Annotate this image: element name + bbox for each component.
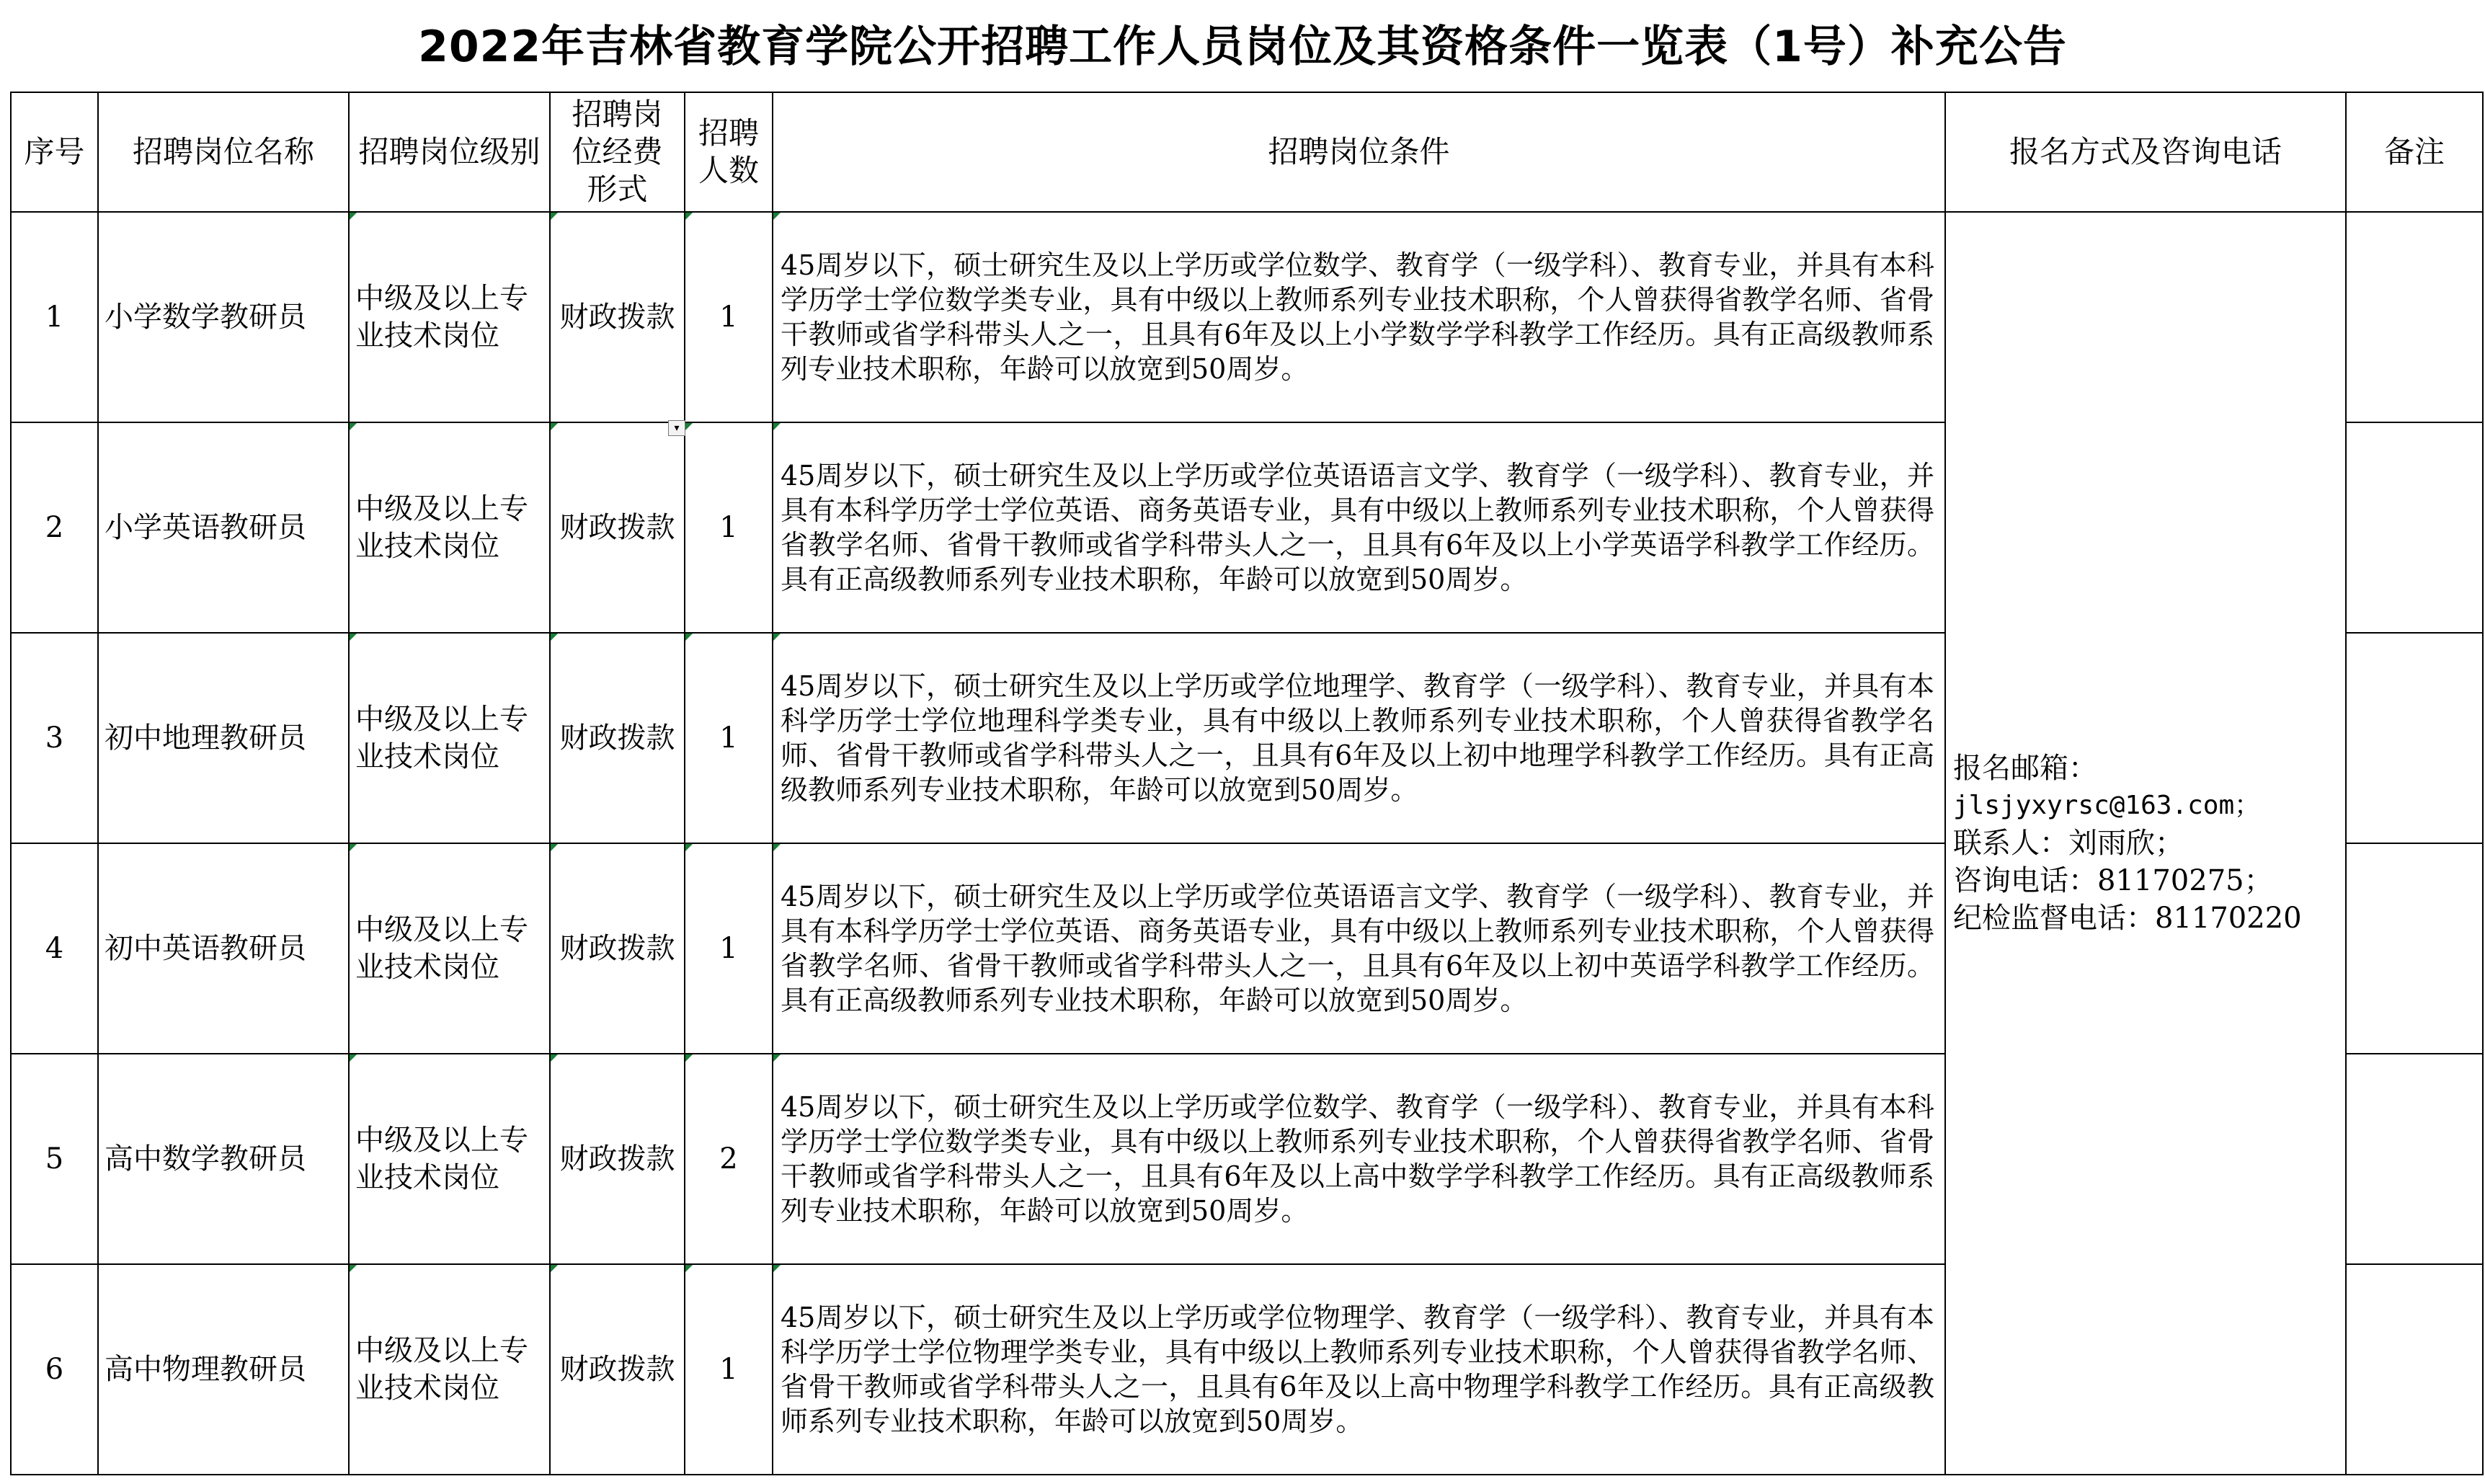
cell-marker [551, 1265, 558, 1272]
cell-marker [685, 1265, 693, 1272]
level-line: 中级及以上专 [355, 1334, 528, 1367]
cell-position-level[interactable] [349, 212, 550, 422]
cell-funding[interactable] [550, 212, 685, 434]
cell-marker [551, 844, 558, 851]
cell-marker [685, 213, 693, 220]
level-line: 业技术岗位 [355, 530, 499, 563]
cell-conditions [773, 422, 1945, 633]
cell-position-level [349, 633, 550, 843]
cell-funding [550, 633, 685, 843]
level-line: 业技术岗位 [355, 319, 499, 352]
cell-position-level [349, 1264, 550, 1475]
cell-marker [551, 1054, 558, 1062]
cell-seq: 6 [11, 1264, 98, 1475]
cell-remarks [2346, 1054, 2483, 1264]
cell-contact [1945, 212, 2346, 1475]
header-position-level: 招聘岗位级别 [349, 92, 550, 212]
contact-email-label: 报名邮箱： [1953, 752, 2097, 785]
count-text: 1 [719, 932, 738, 965]
level-line: 业技术岗位 [355, 740, 499, 773]
cell-marker [773, 844, 781, 851]
header-funding [550, 92, 685, 212]
conditions-text: 45周岁以下，硕士研究生及以上学历或学位数学、教育学（一级学科）、教育专业，并具有本科学历学士学位数学类专业，具有中级以上教师系列专业技术职称，个人曾获得省教学名师、省骨干教师或省学科带头人之一，且具有6年及以上高中数学学科教学工作经历。具有正高级教师系列专业技术职称，年龄可以放宽到50周岁。 [781, 1091, 1934, 1227]
cell-position-name: 高中数学教研员 [98, 1054, 349, 1264]
header-remarks: 备注 [2346, 92, 2483, 212]
funding-text: 财政拨款 [559, 1142, 675, 1176]
cell-marker [551, 213, 558, 220]
funding-text: 财政拨款 [559, 932, 675, 965]
cell-position-level [349, 1054, 550, 1264]
conditions-text: 45周岁以下，硕士研究生及以上学历或学位英语语言文学、教育学（一级学科）、教育专业，并具有本科学历学士学位英语、商务英语专业，具有中级以上教师系列专业技术职称，个人曾获得省教学名师、省骨干教师或省学科带头人之一，且具有6年及以上初中英语学科教学工作经历。具有正高级教师系列专业技术职称，年龄可以放宽到50周岁。 [781, 881, 1934, 1016]
cell-conditions [773, 212, 1945, 422]
cell-seq: 2 [11, 422, 98, 633]
cell-seq: 3 [11, 633, 98, 843]
cell-marker [685, 634, 693, 641]
cell-count [685, 843, 773, 1054]
level-line: 中级及以上专 [355, 703, 528, 736]
contact-person: 联系人：刘雨欣； [1953, 827, 2184, 860]
cell-remarks [2346, 843, 2483, 1054]
conditions-text: 45周岁以下，硕士研究生及以上学历或学位地理学、教育学（一级学科）、教育专业，并具有本科学历学士学位地理科学类专业，具有中级以上教师系列专业技术职称，个人曾获得省教学名师、省骨干教师或省学科带头人之一，且具有6年及以上初中地理学科教学工作经历。具有正高级教师系列专业技术职称，年龄可以放宽到50周岁。 [781, 670, 1934, 806]
table-row [11, 212, 2483, 422]
cell-funding [550, 1264, 685, 1475]
funding-text: 财政拨款 [559, 511, 675, 544]
cell-position-name: 高中物理教研员 [98, 1264, 349, 1475]
cell-marker [773, 423, 781, 430]
cell-position-name: 初中地理教研员 [98, 633, 349, 843]
conditions-text: 45周岁以下，硕士研究生及以上学历或学位数学、教育学（一级学科）、教育专业，并具有本科学历学士学位数学类专业，具有中级以上教师系列专业技术职称，个人曾获得省教学名师、省骨干教师或省学科带头人之一，且具有6年及以上小学数学学科教学工作经历。具有正高级教师系列专业技术职称，年龄可以放宽到50周岁。 [781, 249, 1934, 385]
cell-marker [685, 844, 693, 851]
cell-position-level [349, 843, 550, 1054]
header-contact: 报名方式及咨询电话 [1945, 92, 2346, 212]
cell-conditions [773, 633, 1945, 843]
cell-position-name: 小学数学教研员 [98, 212, 349, 422]
cell-conditions [773, 843, 1945, 1054]
header-count-line: 招聘 [698, 115, 759, 151]
header-row [11, 92, 2483, 212]
chevron-down-icon[interactable]: ▾ [668, 420, 685, 436]
header-count [685, 92, 773, 212]
funding-text: 财政拨款 [559, 1353, 675, 1386]
level-line: 业技术岗位 [355, 1372, 499, 1405]
cell-remarks [2346, 212, 2483, 422]
level-line: 中级及以上专 [355, 492, 528, 525]
cell-remarks [2346, 633, 2483, 843]
funding-text: 财政拨款 [559, 721, 675, 755]
cell-count [685, 633, 773, 843]
cell-seq: 5 [11, 1054, 98, 1264]
count-text: 1 [719, 721, 738, 755]
recruitment-table [10, 92, 2484, 1475]
header-position-name: 招聘岗位名称 [98, 92, 349, 212]
cell-marker [350, 634, 357, 641]
header-seq: 序号 [11, 92, 98, 212]
cell-marker [685, 1054, 693, 1062]
cell-seq: 1 [11, 212, 98, 422]
cell-marker [773, 1054, 781, 1062]
cell-marker [350, 1265, 357, 1272]
level-line: 业技术岗位 [355, 951, 499, 984]
count-text: 1 [719, 511, 738, 544]
cell-conditions [773, 1054, 1945, 1264]
conditions-text: 45周岁以下，硕士研究生及以上学历或学位英语语言文学、教育学（一级学科）、教育专业，并具有本科学历学士学位英语、商务英语专业，具有中级以上教师系列专业技术职称，个人曾获得省教学名师、省骨干教师或省学科带头人之一，且具有6年及以上小学英语学科教学工作经历。具有正高级教师系列专业技术职称，年龄可以放宽到50周岁。 [781, 460, 1934, 595]
funding-text: 财政拨款 [559, 301, 675, 334]
cell-marker [350, 213, 357, 220]
header-funding-line: 形式 [587, 172, 648, 207]
cell-conditions [773, 1264, 1945, 1475]
cell-remarks [2346, 422, 2483, 633]
cell-marker [773, 213, 781, 220]
cell-marker [685, 423, 693, 430]
conditions-text: 45周岁以下，硕士研究生及以上学历或学位物理学、教育学（一级学科）、教育专业，并具有本科学历学士学位物理学类专业，具有中级以上教师系列专业技术职称，个人曾获得省教学名师、省骨干教师或省学科带头人之一，且具有6年及以上高中物理学科教学工作经历。具有正高级教师系列专业技术职称，年龄可以放宽到50周岁。 [781, 1302, 1934, 1437]
header-funding-line: 位经费 [572, 134, 663, 169]
cell-count [685, 212, 773, 422]
count-text: 1 [719, 1353, 738, 1386]
contact-email: jlsjyxyrsc@163.com； [1953, 791, 2261, 820]
cell-marker [551, 423, 558, 430]
cell-seq: 4 [11, 843, 98, 1054]
cell-position-name: 初中英语教研员 [98, 843, 349, 1054]
contact-phone: 咨询电话：81170275； [1953, 864, 2273, 897]
cell-marker [350, 423, 357, 430]
cell-count [685, 1264, 773, 1475]
header-count-line: 人数 [698, 153, 759, 188]
cell-funding [550, 1054, 685, 1264]
cell-marker [551, 634, 558, 641]
level-line: 中级及以上专 [355, 282, 528, 315]
cell-funding [550, 843, 685, 1054]
contact-supervision-phone: 纪检监督电话：81170220 [1953, 902, 2302, 935]
cell-position-level [349, 422, 550, 633]
cell-marker [773, 634, 781, 641]
cell-remarks [2346, 1264, 2483, 1475]
cell-marker [350, 1054, 357, 1062]
count-text: 1 [719, 301, 738, 334]
header-conditions: 招聘岗位条件 [773, 92, 1945, 212]
header-funding-line: 招聘岗 [572, 97, 663, 132]
cell-marker [350, 844, 357, 851]
level-line: 中级及以上专 [355, 913, 528, 946]
level-line: 中级及以上专 [355, 1124, 528, 1157]
cell-count [685, 1054, 773, 1264]
level-line: 业技术岗位 [355, 1161, 499, 1194]
page-title: 2022年吉林省教育学院公开招聘工作人员岗位及其资格条件一览表（1号）补充公告 [418, 22, 2067, 72]
count-text: 2 [719, 1142, 738, 1176]
cell-marker [773, 1265, 781, 1272]
cell-count [685, 422, 773, 633]
cell-funding [550, 422, 685, 633]
cell-position-name: 小学英语教研员 [98, 422, 349, 633]
